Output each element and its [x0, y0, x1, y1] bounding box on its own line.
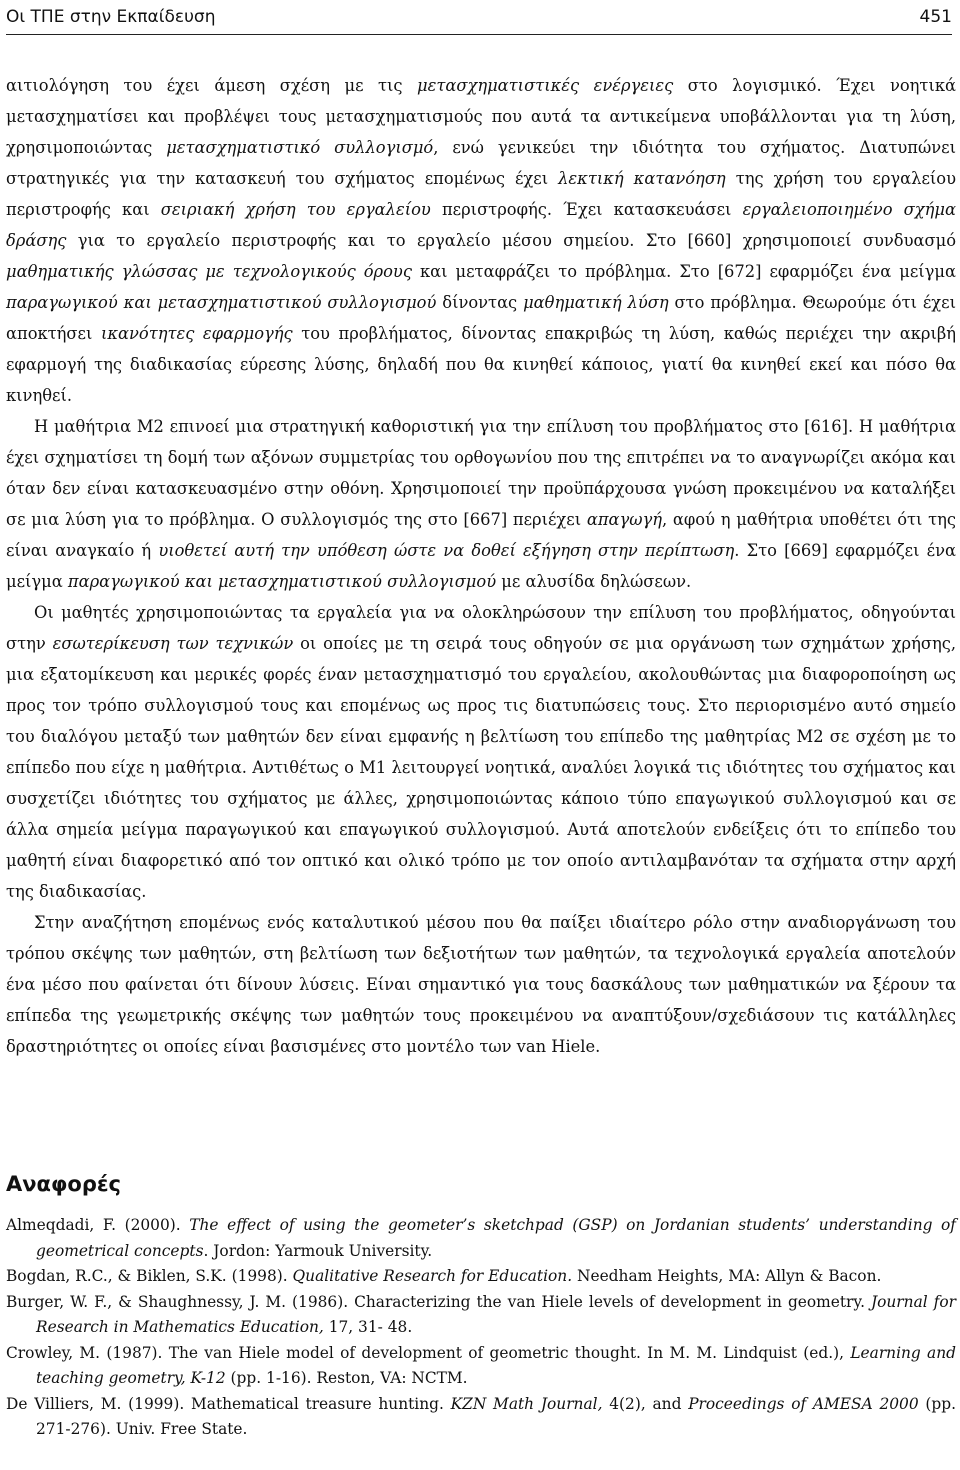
text-run: , αφού η μαθήτρια υποθέτει ότι της είναι αναγκαίο ή — [6, 510, 957, 560]
text-run: με αλυσίδα δηλώσεων. — [496, 572, 692, 591]
italic-text: παραγωγικού και μετασχηματιστικού συλλογισμού — [67, 572, 497, 591]
text-run: περιστροφής. Έχει κατασκευάσει — [430, 200, 743, 219]
text-run: και μεταφράζει το πρόβλημα. Στο [672] εφαρμόζει ένα μείγμα — [411, 262, 956, 281]
text-run: για το εργαλείο περιστροφής και το εργαλείο μέσου σημείου. Στο [660] χρησιμοποιεί συνδυασμό — [66, 231, 956, 250]
reference-entry — [6, 1290, 956, 1341]
paragraph — [6, 597, 956, 907]
running-title: Οι ΤΠΕ στην Εκπαίδευση — [6, 7, 216, 27]
text-run: δίνοντας — [436, 293, 524, 312]
text-run: Στην αναζήτηση επομένως ενός καταλυτικού μέσου που θα παίξει ιδιαίτερο ρόλο στην αναδιοργάνωση του τρόπου σκέψης των μαθητών, στη βελτίωση των δεξιοτήτων των μαθητών, τα τεχνολογικά εργαλεία αποτελούν ένα μέσο που φαίνεται ότι δίνουν λύσεις. Είναι σημαντικό για τους δασκάλους των μαθηματικών να ξέρουν τα επίπεδα της γεωμετρικής σκέψης των μαθητών τους προκειμένου να αναπτύξουν/σχεδιάσουν τις κατάλληλες δραστηριότητες οι οποίες είναι βασισμένες στο μοντέλο των van Hiele. — [6, 913, 956, 1056]
page-header — [6, 0, 952, 35]
italic-text: μαθηματικής γλώσσας με τεχνολογικούς όρους — [6, 262, 412, 281]
text-run: 17, 31- 48. — [323, 1318, 413, 1336]
body-text — [6, 70, 956, 1062]
text-run: στο λογισμικό. Έχει νοητικά μετασχηματίσει και προβλέψει τους μετασχηματισμούς που αυτά τα αντικείμενα υποβάλλονται για τη λύση, χρησιμοποιώντας — [6, 76, 956, 157]
paragraph — [6, 907, 956, 1062]
italic-text: μετασχηματιστικό συλλογισμό — [166, 138, 434, 157]
text-run: 4(2), and — [602, 1394, 689, 1413]
paragraph — [6, 70, 956, 411]
italic-text: Qualitative Research for Education. — [292, 1267, 573, 1285]
italic-text: μετασχηματιστικές ενέργειες — [417, 76, 674, 95]
text-run: De Villiers, M. (1999). Mathematical treasure hunting. — [6, 1394, 451, 1413]
italic-text: The effect of using the geometer’s sketchpad (GSP) on Jordanian students’ understanding of geometrical concepts — [36, 1216, 956, 1260]
italic-text: Journal for Research in Mathematics Education, — [36, 1292, 956, 1336]
text-run: της χρήση του εργαλείου περιστροφής και — [6, 169, 956, 219]
text-run: Burger, W. F., & Shaughnessy, J. M. (1986). Characterizing the van Hiele levels of development in geometry. — [6, 1292, 871, 1311]
text-run: Crowley, M. (1987). The van Hiele model of development of geometric thought. In M. M. Lindquist (ed.), — [6, 1343, 851, 1362]
italic-text: ικανότητες εφαρμογής — [100, 324, 293, 343]
text-run: . Jordon: Yarmouk University. — [203, 1241, 433, 1260]
italic-text: KZN Math Journal, — [450, 1394, 603, 1413]
text-run: (pp. 271-276). Univ. Free State. — [36, 1394, 956, 1438]
reference-entry — [6, 1213, 956, 1264]
text-run: . Στο [669] εφαρμόζει ένα μείγμα — [6, 541, 956, 591]
text-run: αιτιολόγηση του έχει άμεση σχέση με τις — [6, 76, 418, 95]
text-run: Οι μαθητές χρησιμοποιώντας τα εργαλεία για να ολοκληρώσουν την επίλυση του προβλήματος, οδηγούνται στην — [6, 603, 956, 653]
text-run: του προβλήματος, δίνοντας επακριβώς τη λύση, καθώς περιέχει την ακριβή εφαρμογή της διαδικασίας εύρεσης λύσης, δηλαδή που θα κινηθεί κάποιος, γιατί θα κινηθεί εκεί και πόσο θα κινηθεί. — [6, 324, 957, 405]
italic-text: εσωτερίκευση των τεχνικών — [52, 634, 294, 653]
paragraph — [6, 411, 956, 597]
reference-entry — [6, 1392, 956, 1443]
text-run: οι οποίες με τη σειρά τους οδηγούν σε μια οργάνωση των σχημάτων χρήσης, μια εξατομίκευση και μερικές φορές έναν μετασχηματισμό του εργαλείου, ακολουθώντας μια διαφοροποίηση ως προς τον τρόπο συλλογισμού τους και επομένως ως προς τις διατυπώσεις τους. Στο περιορισμένο αυτό σημείο του διαλόγου μεταξύ των μαθητών δεν είναι εμφανής η βελτίωση του επίπεδο της μαθητρίας Μ2 σε σχέση με το επίπεδο που είχε η μαθήτρια. Αντιθέτως ο Μ1 λειτουργεί νοητικά, αναλύει λογικά τις ιδιότητες του σχήματος και συσχετίζει ιδιότητες του σχήματος με άλλες, χρησιμοποιώντας κάποιο τύπο επαγωγικού συλλογισμού και σε άλλα σημεία μείγμα παραγωγικού και επαγωγικού συλλογισμού. Αυτά αποτελούν ενδείξεις ότι το επίπεδο του μαθητή είναι διαφορετικό από τον οπτικό και ολικό τρόπο με τον οποίο αντιλαμβανόταν τα σχήματα στην αρχή της διαδικασίας. — [6, 634, 957, 901]
text-run: Η μαθήτρια Μ2 επινοεί μια στρατηγική καθοριστική για την επίλυση του προβλήματος στο [616]. Η μαθήτρια έχει σχηματίσει τη δομή των αξόνων συμμετρίας του ορθογωνίου που της επιτρέπει να το αναγνωρίζει ακόμα και όταν δεν είναι κατασκευασμένο στην οθόνη. Χρησιμοποιεί την προϋπάρχουσα γνώση προκειμένου να καταλήξει σε μια λύση για το πρόβλημα. Ο συλλογισμός της στο [667] περιέχει — [6, 417, 956, 529]
italic-text: σειριακή χρήση του εργαλείου — [160, 200, 431, 219]
italic-text: Learning and teaching geometry, K-12 — [36, 1343, 956, 1387]
references-list — [6, 1213, 956, 1443]
text-run: Bogdan, R.C., & Biklen, S.K. (1998). — [6, 1267, 293, 1285]
text-run: Needham Heights, MA: Allyn & Bacon. — [572, 1267, 882, 1285]
text-run: (pp. 1-16). Reston, VA: NCTM. — [225, 1369, 468, 1387]
reference-entry — [6, 1264, 956, 1290]
references-heading: Αναφορές — [6, 1172, 122, 1196]
italic-text: απαγωγή — [586, 510, 663, 529]
italic-text: Proceedings of AMESA 2000 — [688, 1394, 919, 1413]
italic-text: εργαλειοποιημένο σχήμα δράσης — [6, 200, 956, 250]
italic-text: λεκτική κατανόηση — [558, 169, 726, 188]
italic-text: υιοθετεί αυτή την υπόθεση ώστε να δοθεί εξήγηση στην περίπτωση — [158, 541, 735, 560]
italic-text: παραγωγικού και μετασχηματιστικού συλλογισμού — [6, 293, 437, 312]
page-number: 451 — [919, 7, 952, 27]
reference-entry — [6, 1341, 956, 1392]
italic-text: μαθηματική λύση — [523, 293, 669, 312]
text-run: , ενώ γενικεύει την ιδιότητα του σχήματος. Διατυπώνει στρατηγικές για την κατασκευή του σχήματος επομένως έχει — [6, 138, 956, 188]
text-run: στο πρόβλημα. Θεωρούμε ότι έχει αποκτήσει — [6, 293, 956, 343]
text-run: Almeqdadi, F. (2000). — [6, 1216, 190, 1234]
